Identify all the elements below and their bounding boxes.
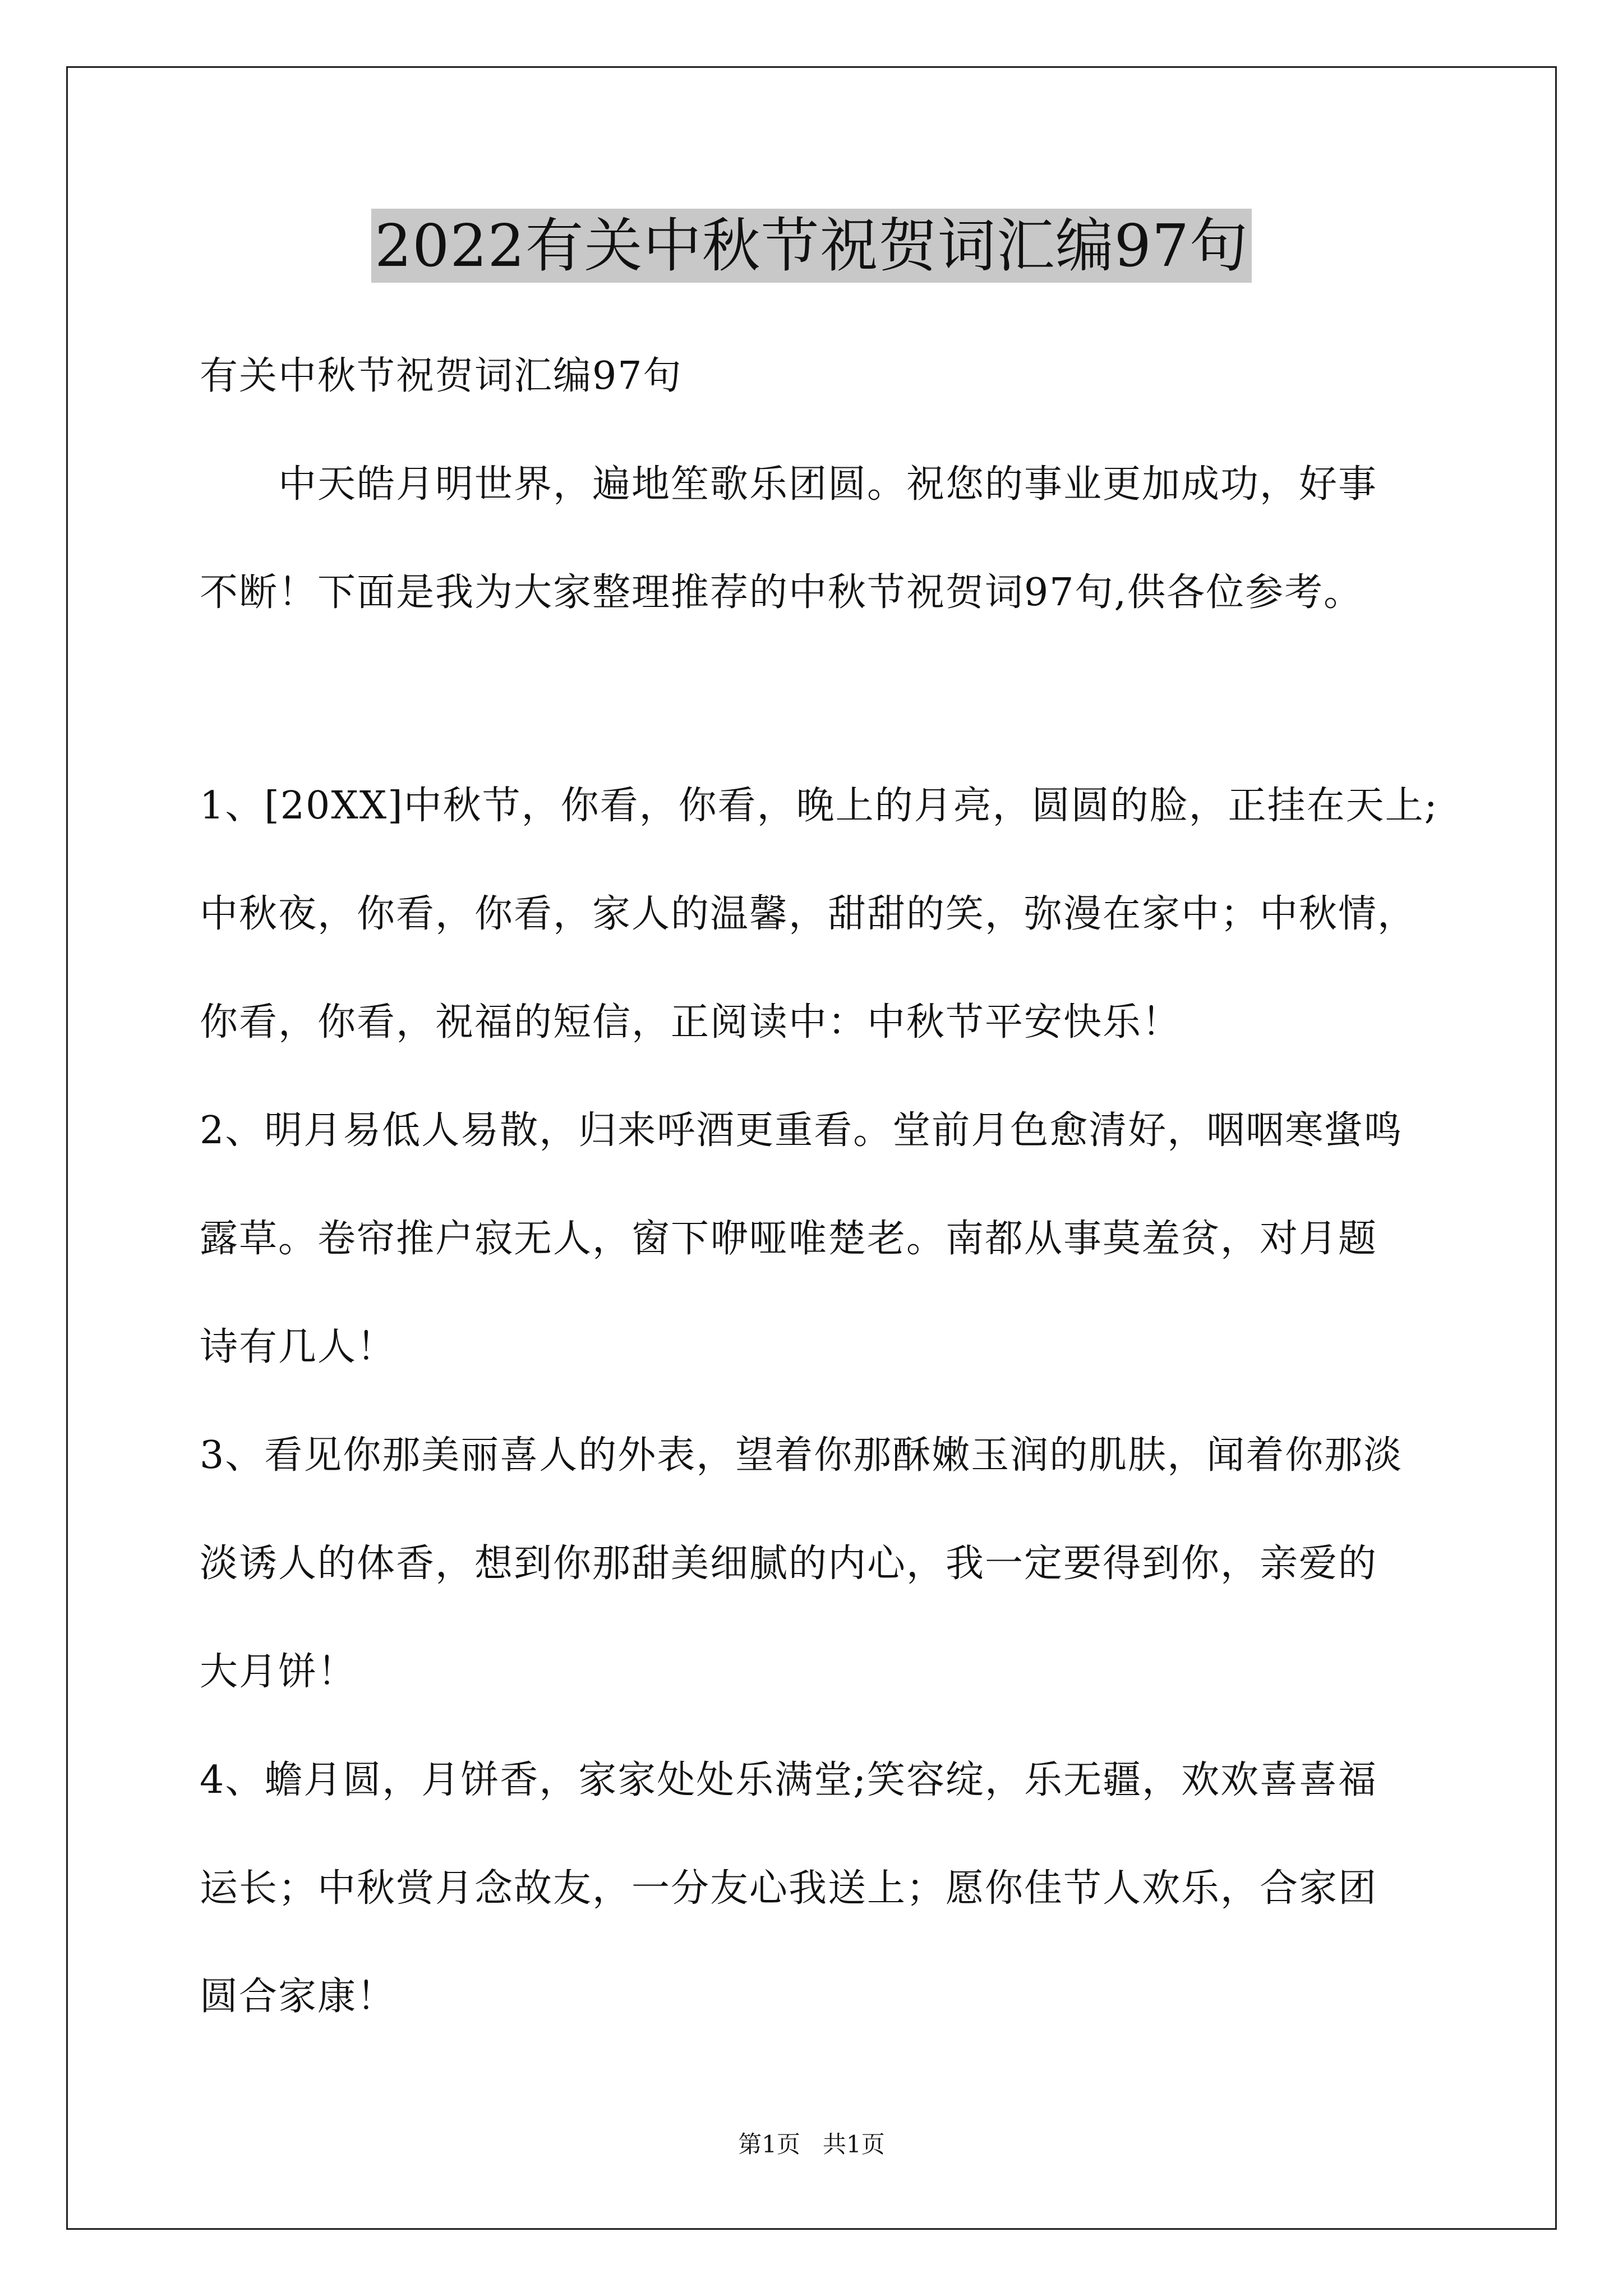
item-1-line-3: 你看，你看，祝福的短信，正阅读中：中秋节平安快乐！: [200, 1000, 1182, 1045]
intro-line-1: 中天皓月明世界，遍地笙歌乐团圆。祝您的事业更加成功，好事: [200, 462, 1378, 507]
item-4-line-2: 运长；中秋赏月念故友，一分友心我送上；愿你佳节人欢乐，合家团: [200, 1866, 1378, 1911]
item-1-line-1: 1、[20XX]中秋节，你看，你看，晚上的月亮，圆圆的脸，正挂在天上;: [200, 784, 1438, 828]
item-3-line-2: 淡诱人的体香，想到你那甜美细腻的内心，我一定要得到你，亲爱的: [200, 1542, 1378, 1586]
item-2-line-1: 2、明月易低人易散，归来呼酒更重看。堂前月色愈清好，咽咽寒螀鸣: [200, 1108, 1403, 1153]
item-3-line-1: 3、看见你那美丽喜人的外表，望着你那酥嫩玉润的肌肤，闻着你那淡: [200, 1433, 1403, 1478]
item-4-line-3: 圆合家康！: [200, 1975, 396, 2019]
document-subtitle: 有关中秋节祝贺词汇编97句: [200, 354, 683, 398]
intro-line-2: 不断！下面是我为大家整理推荐的中秋节祝贺词97句,供各位参考。: [200, 570, 1363, 615]
item-1-line-2: 中秋夜，你看，你看，家人的温馨，甜甜的笑，弥漫在家中；中秋情，: [200, 892, 1417, 936]
title-container: [0, 209, 1623, 283]
item-4-line-1: 4、蟾月圆，月饼香，家家处处乐满堂;笑容绽，乐无疆，欢欢喜喜福: [200, 1758, 1378, 1802]
page-footer: [0, 2129, 1623, 2160]
item-2-line-3: 诗有几人！: [200, 1325, 396, 1369]
page-total: 共1页: [823, 2131, 885, 2158]
item-2-line-2: 露草。卷帘推户寂无人，窗下咿哑唯楚老。南都从事莫羞贫，对月题: [200, 1217, 1378, 1261]
item-3-line-3: 大月饼！: [200, 1650, 357, 1694]
page-number: 第1页: [738, 2131, 800, 2158]
document-title: 2022有关中秋节祝贺词汇编97句: [371, 209, 1252, 283]
